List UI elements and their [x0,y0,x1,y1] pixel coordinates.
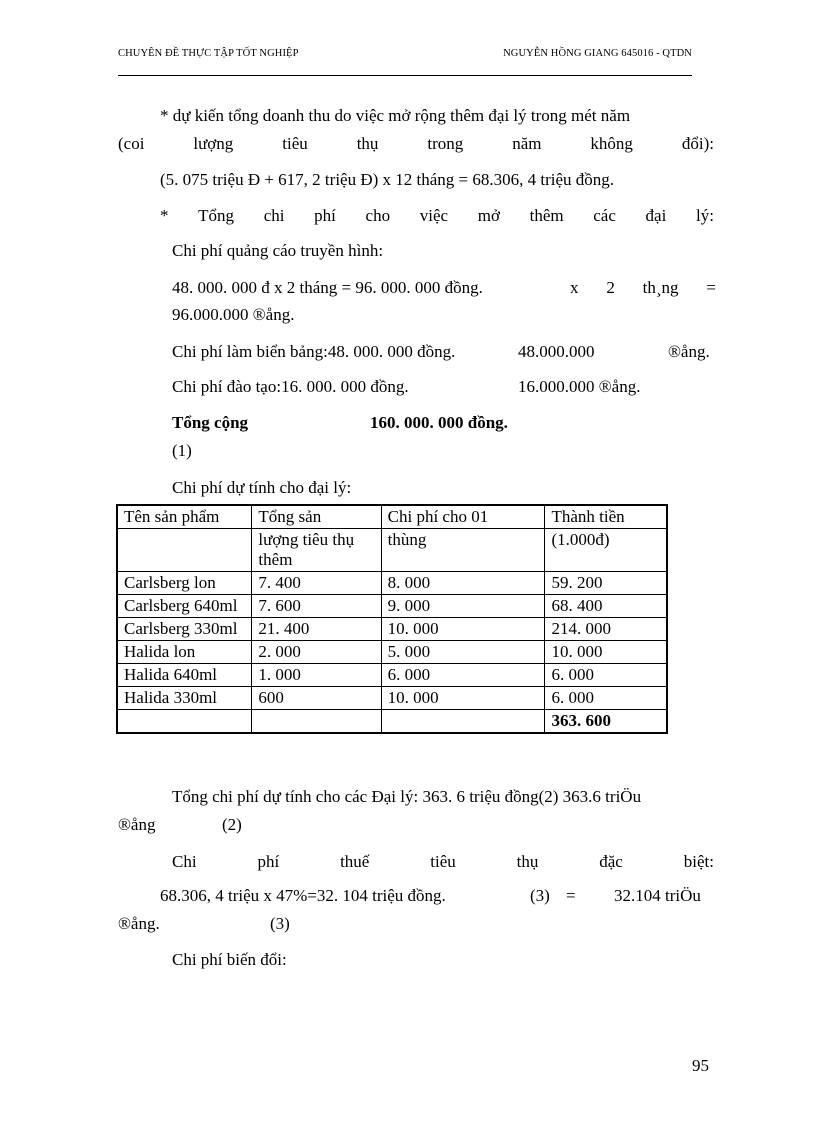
justified-word: đại [645,206,667,225]
excise-tax-formula: 68.306, 4 triệu x 47%=32. 104 triệu đồng. [160,886,446,905]
empty-cell [252,710,381,734]
justified-word: thụ [516,852,539,871]
subheader-cell [117,529,252,572]
excise-tax-dup-value: 32.104 triÖu [614,886,701,905]
paragraph-revenue-intro: * dự kiến tổng doanh thu do việc mở rộng thêm đại lý trong mét năm [160,106,631,125]
excise-tax-dup-ref: (3) [270,914,290,933]
justified-word: việc [419,206,449,225]
product-name: Halida 330ml [117,687,252,710]
table-header-row [117,505,667,529]
justified-word: thụ [356,134,379,153]
justified-word: đặc [599,852,623,871]
table-row [117,618,667,641]
empty-cell [117,710,252,734]
product-name: Halida 640ml [117,664,252,687]
justified-word: biệt: [683,852,714,871]
unit-cost: 10. 000 [381,618,545,641]
header-cell: Tên sản phẩm [117,505,252,529]
unit-cost: 6. 000 [381,664,545,687]
justified-word: trong [427,134,464,153]
justified-word: lượng [193,134,234,153]
table-total-row [117,710,667,734]
product-name: Carlsberg lon [117,572,252,595]
amount: 6. 000 [545,664,667,687]
total-value: 160. 000. 000 đồng. [370,413,508,432]
unit-cost: 8. 000 [381,572,545,595]
justified-word: (coi [118,134,145,153]
agent-cost-total: Tổng chi phí dự tính cho các Đại lý: 363. 6 triệu đồng(2) 363.6 triÖu [172,787,642,806]
subheader-cell: thùng [381,529,545,572]
quantity: 7. 600 [252,595,381,618]
justified-word: Chi [172,852,197,871]
revenue-formula: (5. 075 triệu Đ + 617, 2 triệu Đ) x 12 tháng = 68.306, 4 triệu đồng. [160,170,615,189]
justified-word: Tổng [198,206,235,225]
page-number: 95 [692,1056,709,1075]
table-row [117,664,667,687]
subheader-cell: lượng tiêu thụ thêm [252,529,381,572]
total-label: Tổng cộng [172,413,249,432]
agent-cost-total-unit: ®ång [118,815,156,834]
header-cell: Thành tiền [545,505,667,529]
training-cost: Chi phí đào tạo:16. 000. 000 đồng. [172,377,409,396]
quantity: 2. 000 [252,641,381,664]
justified-word: mở [477,206,500,225]
quantity: 7. 400 [252,572,381,595]
justified-word: tiêu [430,852,456,871]
quantity: 600 [252,687,381,710]
table-row [117,572,667,595]
justified-word: tiêu [282,134,308,153]
table-subheader-row [117,529,667,572]
justified-word: phí [314,206,336,225]
signboard-cost: Chi phí làm biển bảng:48. 000. 000 đồng. [172,342,456,361]
unit-cost: 10. 000 [381,687,545,710]
table-row [117,595,667,618]
justified-word: 2 [606,278,615,297]
excise-tax-equals: = [566,886,576,905]
subheader-cell: (1.000đ) [545,529,667,572]
justified-word: thuế [340,852,370,871]
header-title: CHUYÊN ĐỀ THỰC TẬP TỐT NGHIỆP [118,48,299,59]
signboard-cost-dup-unit: ®ång. [668,342,710,361]
agent-cost-table [116,504,668,734]
training-cost-dup: 16.000.000 ®ång. [518,377,641,396]
justified-word: chi [263,206,285,225]
justified-word: đổi): [681,134,714,153]
amount: 10. 000 [545,641,667,664]
amount: 68. 400 [545,595,667,618]
quantity: 1. 000 [252,664,381,687]
justified-word: không [590,134,633,153]
justified-word: thêm [529,206,564,225]
variable-cost-heading: Chi phí biến đổi: [172,950,287,969]
quantity: 21. 400 [252,618,381,641]
signboard-cost-dup-value: 48.000.000 [518,342,595,361]
justified-word: các [593,206,616,225]
table-intro: Chi phí dự tính cho đại lý: [172,478,352,497]
tv-ad-cost-formula: 48. 000. 000 đ x 2 tháng = 96. 000. 000 đồng. [172,278,483,297]
justified-word: th¸ng [642,278,679,297]
header-cell: Chi phí cho 01 [381,505,545,529]
justified-word: cho [365,206,391,225]
header-author: NGUYỄN HỒNG GIANG 645016 - QTDN [503,48,692,59]
total-ref: (1) [172,441,192,460]
amount: 59. 200 [545,572,667,595]
excise-tax-heading [172,852,714,872]
total-cost-heading [160,206,714,226]
justified-word: năm [512,134,542,153]
amount: 6. 000 [545,687,667,710]
excise-tax-dup-unit: ®ång. [118,914,160,933]
tv-ad-cost-label: Chi phí quảng cáo truyền hình: [172,241,384,260]
empty-cell [381,710,545,734]
table-row [117,687,667,710]
agent-cost-total-ref: (2) [222,815,242,834]
table-total: 363. 600 [545,710,667,734]
table-row [117,641,667,664]
amount: 214. 000 [545,618,667,641]
justified-word: phí [257,852,280,871]
paragraph-revenue-line2 [118,134,714,154]
justified-word: = [706,278,716,297]
tv-ad-cost-duplicate [570,278,716,298]
excise-tax-ref: (3) [530,886,550,905]
justified-word: * [160,206,169,225]
product-name: Halida lon [117,641,252,664]
product-name: Carlsberg 640ml [117,595,252,618]
unit-cost: 9. 000 [381,595,545,618]
tv-ad-cost-duplicate-line2: 96.000.000 ®ång. [172,305,295,324]
justified-word: lý: [695,206,714,225]
justified-word: x [570,278,579,297]
product-name: Carlsberg 330ml [117,618,252,641]
unit-cost: 5. 000 [381,641,545,664]
header-rule [118,75,692,76]
header-cell: Tổng sản [252,505,381,529]
